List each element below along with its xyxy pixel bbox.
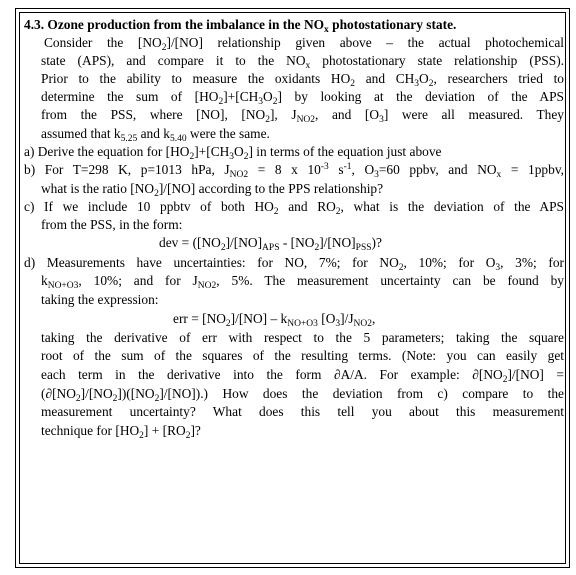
text: k xyxy=(41,273,48,288)
text: a) Derive the equation for [HO xyxy=(24,144,190,159)
text: each term in the derivative into the form ∂A/A. For example: ∂[NO xyxy=(41,367,503,382)
problem-title xyxy=(24,17,456,33)
subscript: 2 xyxy=(112,394,118,404)
question-d-line-9 xyxy=(41,423,201,439)
subscript: NO+O3 xyxy=(287,319,318,329)
subscript: 2 xyxy=(272,97,278,107)
text: ]? xyxy=(190,423,201,438)
text: state (APS), and compare it to the NO xyxy=(41,53,306,68)
subscript: NO2 xyxy=(229,170,249,180)
text: O xyxy=(263,89,273,104)
text: , and [O xyxy=(315,107,380,122)
text: Prior to the ability to measure the oxidants HO xyxy=(41,71,351,86)
title-sub: x xyxy=(324,25,329,35)
subscript: PSS xyxy=(355,243,372,253)
subscript: 2 xyxy=(220,243,226,253)
text: ]/[NO] xyxy=(319,235,356,250)
subscript: 2 xyxy=(502,375,508,385)
text: = 8 x 10 xyxy=(248,162,321,177)
text: , researchers tried to xyxy=(433,71,564,86)
text: err = [NO xyxy=(173,311,226,326)
subscript: 2 xyxy=(189,152,195,162)
text: from the PSS, where [NO], [NO xyxy=(41,107,266,122)
text: ]+[CH xyxy=(194,144,230,159)
subscript: 2 xyxy=(154,189,159,199)
question-d-equation xyxy=(173,311,375,327)
text: determine the sum of [HO xyxy=(41,89,219,104)
text: ] + [RO xyxy=(143,423,186,438)
question-b-line-2 xyxy=(41,181,383,197)
superscript: -3 xyxy=(320,162,329,172)
intro-line-3 xyxy=(41,71,564,87)
text: , 10%; for O xyxy=(403,255,496,270)
intro-line-1 xyxy=(44,35,564,51)
text: ] by looking at the deviation of the APS xyxy=(277,89,564,104)
question-b-line-1 xyxy=(24,162,564,178)
text: ]+[CH xyxy=(223,89,259,104)
text: (∂[NO xyxy=(41,386,76,401)
intro-line-2 xyxy=(41,53,564,69)
subscript: 3 xyxy=(335,319,341,329)
text: c) If we include 10 ppbtv of both HO xyxy=(24,199,274,214)
subscript: 2 xyxy=(398,263,404,273)
text: - [NO xyxy=(279,235,315,250)
question-c-line-2: from the PSS, in the form: xyxy=(41,217,183,232)
text: what is the ratio [NO xyxy=(41,181,155,196)
subscript: x xyxy=(305,61,311,71)
text: ])([NO xyxy=(117,386,155,401)
subscript: NO2 xyxy=(296,115,316,125)
subscript: 2 xyxy=(218,97,224,107)
subscript: 2 xyxy=(225,319,231,329)
title-text-end: photostationary state. xyxy=(328,17,457,32)
text: [O xyxy=(317,311,336,326)
question-d-line-3: taking the expression: xyxy=(41,292,159,307)
text: , what is the deviation of the APS xyxy=(340,199,564,214)
question-d-line-6 xyxy=(41,367,564,383)
text: dev = ([NO xyxy=(159,235,221,250)
intro-line-4 xyxy=(41,89,564,105)
text: were the same. xyxy=(186,126,270,141)
subscript: 5.40 xyxy=(169,134,187,144)
question-d-line-2 xyxy=(41,273,564,289)
text: and CH xyxy=(355,71,415,86)
question-d-line-7 xyxy=(41,386,564,402)
subscript: NO2 xyxy=(353,319,373,329)
text: =60 ppbv, and NO xyxy=(378,162,497,177)
text: ]/[NO] xyxy=(225,235,263,250)
question-c-equation xyxy=(159,235,382,251)
subscript: 2 xyxy=(161,43,167,53)
subscript: NO2 xyxy=(197,281,217,291)
subscript: 3 xyxy=(414,79,420,89)
text: O xyxy=(234,144,244,159)
subscript: 3 xyxy=(495,263,501,273)
text: ] in terms of the equation just above xyxy=(248,144,442,159)
text: = 1ppbv, xyxy=(501,162,564,177)
text: ]/[NO] relationship given above – the actual photochemical xyxy=(166,35,564,50)
superscript: -1 xyxy=(343,162,352,172)
text: technique for [HO xyxy=(41,423,140,438)
subscript: 2 xyxy=(139,431,144,441)
subscript: 2 xyxy=(314,243,320,253)
text: ]/[NO]).) How does the deviation from c) compare to the xyxy=(159,386,564,401)
subscript: 2 xyxy=(428,79,434,89)
subscript: 2 xyxy=(350,79,356,89)
question-d-line-5: root of the sum of the squares of the resulting terms. (Note: you can easily get xyxy=(41,348,564,363)
intro-line-5 xyxy=(41,107,564,123)
text: b) For T=298 K, p=1013 hPa, J xyxy=(24,162,230,177)
text: , xyxy=(372,311,376,326)
question-d-line-8: measurement uncertainty? What does this tell you about this measurement xyxy=(41,404,564,419)
text: Consider the [NO xyxy=(44,35,162,50)
text: ]/J xyxy=(340,311,354,326)
text: ]/[NO xyxy=(80,386,113,401)
text: ]/[NO] = xyxy=(507,367,564,382)
text: and k xyxy=(137,126,170,141)
subscript: 2 xyxy=(243,152,249,162)
text: , 5%. The measurement uncertainty can be found by xyxy=(216,273,564,288)
intro-line-6 xyxy=(41,126,270,142)
text: and RO xyxy=(278,199,336,214)
text: d) Measurements have uncertainties: for NO, 7%; for NO xyxy=(24,255,399,270)
text: photostationary state relationship (PSS). xyxy=(310,53,564,68)
question-d-line-1 xyxy=(24,255,564,271)
subscript: 2 xyxy=(335,207,341,217)
subscript: x xyxy=(496,170,502,180)
text: , 3%; for xyxy=(500,255,564,270)
subscript: 3 xyxy=(374,170,379,180)
subscript: 2 xyxy=(273,207,279,217)
text: ]/[NO] – k xyxy=(230,311,288,326)
subscript: 2 xyxy=(154,394,160,404)
question-a xyxy=(24,144,441,160)
subscript: 2 xyxy=(75,394,81,404)
subscript: 3 xyxy=(258,97,264,107)
subscript: APS xyxy=(262,243,280,253)
text: s xyxy=(328,162,344,177)
subscript: 2 xyxy=(185,431,191,441)
subscript: 3 xyxy=(229,152,235,162)
subscript: NO+O3 xyxy=(47,281,79,291)
subscript: 5.25 xyxy=(120,134,138,144)
text: assumed that k xyxy=(41,126,121,141)
text: ], J xyxy=(269,107,297,122)
text: , O xyxy=(351,162,375,177)
text: ] were all measured. They xyxy=(383,107,564,122)
question-c-line-1 xyxy=(24,199,564,215)
text: , 10%; and for J xyxy=(78,273,198,288)
question-d-line-4: taking the derivative of err with respect to the 5 parameters; taking the square xyxy=(41,330,564,345)
text: ]/[NO] according to the PPS relationship? xyxy=(158,181,384,196)
subscript: 2 xyxy=(265,115,270,125)
subscript: 3 xyxy=(379,115,384,125)
title-text: 4.3. Ozone production from the imbalance in the NO xyxy=(24,17,325,32)
text: )? xyxy=(371,235,382,250)
text: O xyxy=(419,71,429,86)
